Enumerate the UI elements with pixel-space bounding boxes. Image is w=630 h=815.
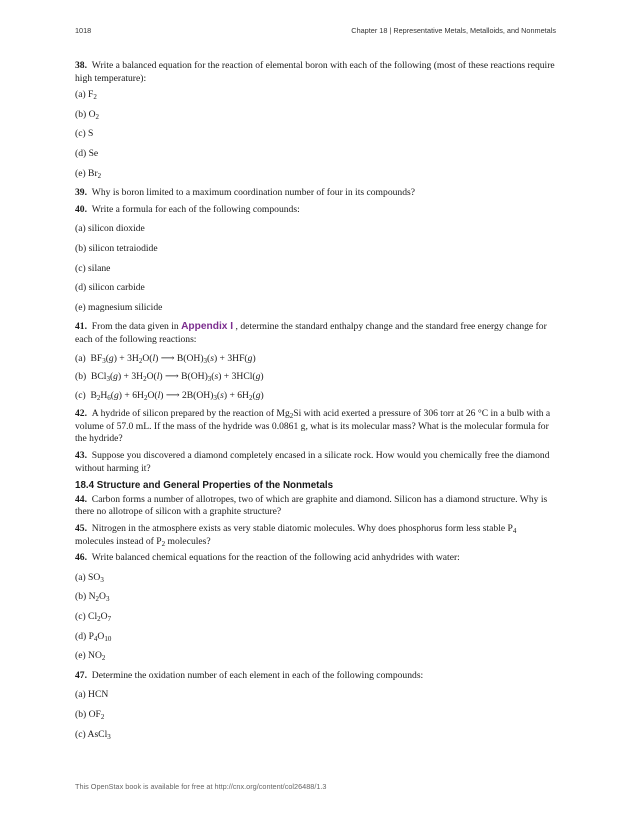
question-text: Write a balanced equation for the reaction of elemental boron with each of the following (most of these reactions require high temperature):	[75, 60, 555, 84]
option-d: (d) silicon carbide	[75, 282, 145, 294]
option-b: (b) silicon tetraiodide	[75, 242, 158, 254]
option-d: (d) Se	[75, 147, 99, 159]
appendix-link[interactable]: Appendix I	[181, 321, 234, 333]
question-38	[75, 60, 557, 85]
option-a: (a) silicon dioxide	[75, 223, 145, 235]
equation-c: (c) $B_2H_6(g) + 6H_2O(l)$ ⟶ $2B(OH)_3(s) + 6H_2(g)$	[75, 389, 264, 402]
option-a: (a) $SO_3$	[75, 571, 104, 584]
question-41: 41. From the data given in Appendix I , determine the standard enthalpy change and the standard free energy change for each of the following reactions:	[75, 321, 547, 345]
section-heading: 18.4 Structure and General Properties of the Nonmetals	[75, 480, 334, 492]
option-e: (e) $NO_2$	[75, 650, 106, 663]
question-47: 47. Determine the oxidation number of each element in each of the following compounds:	[75, 669, 424, 681]
question-45: 45. Nitrogen in the atmosphere exists as very stable diatomic molecules. Why does phosphorus form less stable $P_4$ molecules instead of $P_2$ molecules?	[75, 523, 517, 548]
option-a: (a) HCN	[75, 689, 109, 701]
question-42: 42. A hydride of silicon prepared by the reaction of $Mg_2Si$ with acid exerted a pressure of 306 torr at 26 °C in a bulb with a volume of 57.0 mL. If the mass of the hydride was 0.0861 g, what is its molecular mass? What is the molecular formula for the hydride?	[75, 408, 551, 445]
question-39: 39. Why is boron limited to a maximum coordination number of four in its compounds?	[75, 187, 416, 199]
option-d: (d) $P_4O_{10}$	[75, 630, 112, 643]
exercise-list	[75, 60, 557, 748]
question-44: 44. Carbon forms a number of allotropes, two of which are graphite and diamond. Silicon has a diamond structure. Why is there no allotrope of silicon with a graphite structure?	[75, 493, 548, 518]
option-a: (a) $F_2$	[75, 89, 97, 102]
option-b: (b) $O_2$	[75, 108, 100, 121]
option-e: (e) $Br_2$	[75, 167, 102, 180]
option-b: (b) $OF_2$	[75, 708, 105, 721]
question-43: 43. Suppose you discovered a diamond completely encased in a silicate rock. How would you chemically free the diamond without harming it?	[75, 450, 550, 474]
chapter-title: Chapter 18 | Representative Metals, Metalloids, and Nonmetals	[351, 26, 556, 35]
footer-note: This OpenStax book is available for free at http://cnx.org/content/col26488/1.3	[75, 782, 327, 791]
equation-b: (b) $BCl_3(g) + 3H_2O(l)$ ⟶ $B(OH)_3(s) + 3HCl(g)$	[75, 371, 264, 384]
page-number: 1018	[75, 26, 92, 35]
option-c: (c) S	[75, 128, 94, 140]
question-46: 46. Write balanced chemical equations for the reaction of the following acid anhydrides with water:	[75, 552, 460, 564]
equation-a: (a) $BF_3(g) + 3H_2O(l)$ ⟶ $B(OH)_3(s) + 3HF(g)$	[75, 352, 256, 365]
question-40: 40. Write a formula for each of the following compounds:	[75, 203, 300, 215]
option-c: (c) AsCl$_3$	[75, 728, 111, 741]
option-e: (e) magnesium silicide	[75, 301, 163, 313]
question-number: 38.	[75, 60, 87, 71]
option-c: (c) $Cl_2O_7$	[75, 611, 112, 623]
option-b: (b) $N_2O_3$	[75, 591, 110, 604]
option-c: (c) silane	[75, 262, 111, 274]
